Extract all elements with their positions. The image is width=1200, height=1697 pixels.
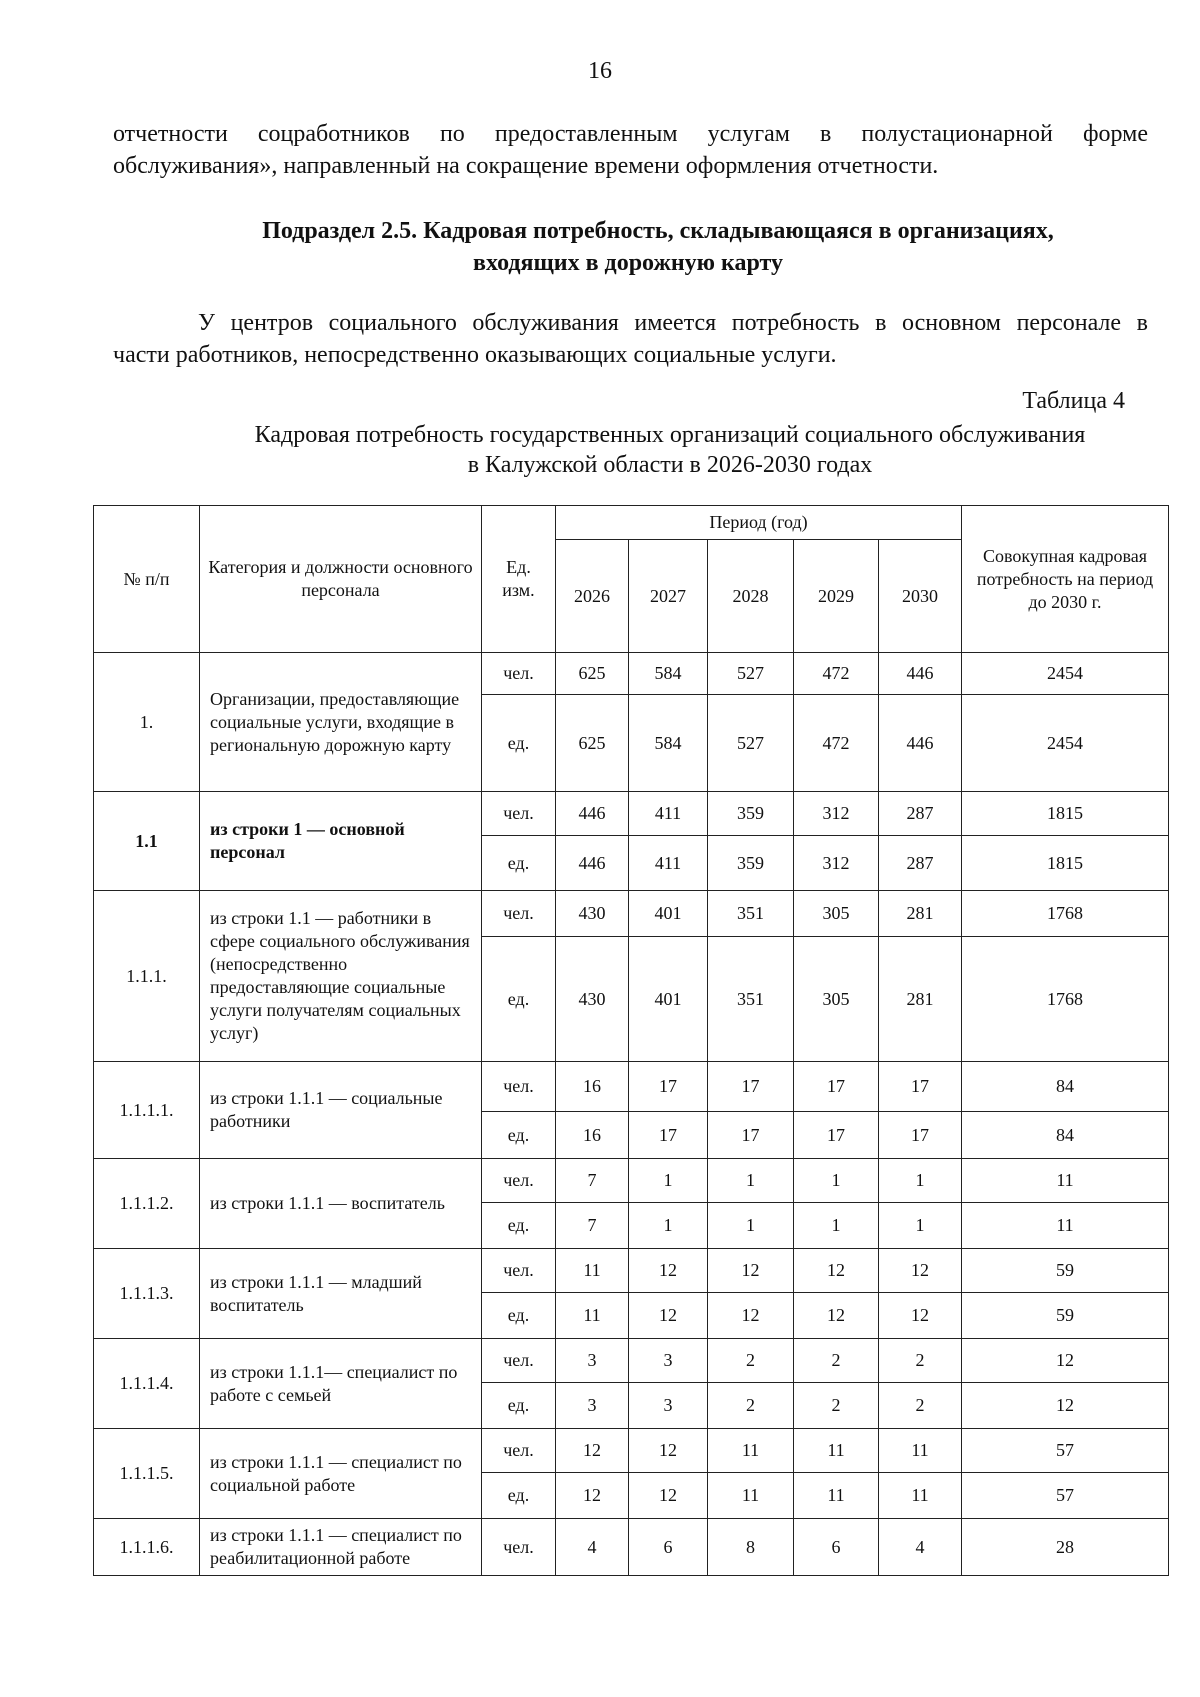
value-cell: 11 bbox=[708, 1473, 794, 1519]
value-cell: 1 bbox=[879, 1159, 962, 1203]
value-cell: 7 bbox=[556, 1159, 629, 1203]
header-year: 2030 bbox=[879, 540, 962, 653]
unit-cell: ед. bbox=[482, 1473, 556, 1519]
value-cell: 12 bbox=[879, 1293, 962, 1339]
unit-cell: ед. bbox=[482, 1112, 556, 1159]
header-total: Совокупная кадровая потребность на период до 2030 г. bbox=[962, 506, 1169, 653]
header-year: 2029 bbox=[794, 540, 879, 653]
value-cell: 12 bbox=[629, 1429, 708, 1473]
row-category: из строки 1.1 — работники в сфере социального обслуживания (непосредственно предоставляющие социальные услуги получателям социальных услуг) bbox=[200, 891, 482, 1062]
row-category: из строки 1.1.1 — воспитатель bbox=[200, 1159, 482, 1249]
value-cell: 472 bbox=[794, 695, 879, 792]
unit-cell: чел. bbox=[482, 1519, 556, 1576]
value-cell: 584 bbox=[629, 695, 708, 792]
unit-cell: ед. bbox=[482, 1293, 556, 1339]
value-cell: 281 bbox=[879, 891, 962, 937]
row-number: 1.1.1.6. bbox=[94, 1519, 200, 1576]
value-cell: 472 bbox=[794, 653, 879, 695]
total-cell: 2454 bbox=[962, 695, 1169, 792]
value-cell: 2 bbox=[879, 1339, 962, 1383]
value-cell: 16 bbox=[556, 1112, 629, 1159]
intro-paragraph bbox=[113, 118, 1148, 182]
value-cell: 17 bbox=[794, 1112, 879, 1159]
value-cell: 1 bbox=[879, 1203, 962, 1249]
row-number: 1.1.1.3. bbox=[94, 1249, 200, 1339]
value-cell: 12 bbox=[794, 1293, 879, 1339]
total-cell: 28 bbox=[962, 1519, 1169, 1576]
value-cell: 17 bbox=[629, 1062, 708, 1112]
value-cell: 3 bbox=[556, 1339, 629, 1383]
value-cell: 12 bbox=[556, 1473, 629, 1519]
row-category: из строки 1 — основной персонал bbox=[200, 792, 482, 891]
row-category: Организации, предоставляющие социальные услуги, входящие в региональную дорожную карту bbox=[200, 653, 482, 792]
section-heading bbox=[113, 215, 1143, 279]
value-cell: 446 bbox=[879, 653, 962, 695]
value-cell: 11 bbox=[556, 1293, 629, 1339]
total-cell: 1815 bbox=[962, 836, 1169, 891]
unit-cell: чел. bbox=[482, 653, 556, 695]
staffing-paragraph bbox=[113, 307, 1148, 371]
total-cell: 57 bbox=[962, 1429, 1169, 1473]
value-cell: 11 bbox=[556, 1249, 629, 1293]
value-cell: 2 bbox=[708, 1339, 794, 1383]
unit-cell: чел. bbox=[482, 1339, 556, 1383]
value-cell: 12 bbox=[708, 1293, 794, 1339]
value-cell: 359 bbox=[708, 792, 794, 836]
value-cell: 411 bbox=[629, 792, 708, 836]
value-cell: 17 bbox=[879, 1062, 962, 1112]
heading-line: Подраздел 2.5. Кадровая потребность, складывающаяся в организациях, bbox=[262, 218, 1054, 244]
unit-cell: чел. bbox=[482, 1429, 556, 1473]
page-number: 16 bbox=[588, 58, 612, 84]
row-category: из строки 1.1.1 — специалист по реабилитационной работе bbox=[200, 1519, 482, 1576]
value-cell: 2 bbox=[794, 1383, 879, 1429]
row-number: 1.1.1.2. bbox=[94, 1159, 200, 1249]
row-category: из строки 1.1.1— специалист по работе с семьей bbox=[200, 1339, 482, 1429]
value-cell: 1 bbox=[794, 1159, 879, 1203]
value-cell: 1 bbox=[708, 1203, 794, 1249]
value-cell: 17 bbox=[708, 1112, 794, 1159]
staffing-table bbox=[93, 505, 1169, 1576]
value-cell: 411 bbox=[629, 836, 708, 891]
row-category: из строки 1.1.1 — специалист по социальной работе bbox=[200, 1429, 482, 1519]
header-year: 2026 bbox=[556, 540, 629, 653]
table-number: Таблица 4 bbox=[1022, 388, 1125, 414]
unit-cell: ед. bbox=[482, 1383, 556, 1429]
value-cell: 527 bbox=[708, 695, 794, 792]
table-title-line: Кадровая потребность государственных организаций социального обслуживания bbox=[254, 422, 1086, 448]
row-number: 1.1.1.4. bbox=[94, 1339, 200, 1429]
value-cell: 16 bbox=[556, 1062, 629, 1112]
value-cell: 17 bbox=[879, 1112, 962, 1159]
value-cell: 11 bbox=[879, 1429, 962, 1473]
value-cell: 430 bbox=[556, 891, 629, 937]
value-cell: 305 bbox=[794, 937, 879, 1062]
total-cell: 59 bbox=[962, 1293, 1169, 1339]
row-number: 1.1.1.1. bbox=[94, 1062, 200, 1159]
row-number: 1. bbox=[94, 653, 200, 792]
paragraph-line: отчетности соцработников по предоставленным услугам в полустационарной форме bbox=[113, 121, 1148, 147]
value-cell: 11 bbox=[708, 1429, 794, 1473]
total-cell: 1768 bbox=[962, 891, 1169, 937]
value-cell: 351 bbox=[708, 891, 794, 937]
table-title bbox=[200, 420, 1140, 480]
value-cell: 351 bbox=[708, 937, 794, 1062]
value-cell: 2 bbox=[794, 1339, 879, 1383]
unit-cell: чел. bbox=[482, 1159, 556, 1203]
value-cell: 12 bbox=[708, 1249, 794, 1293]
unit-cell: чел. bbox=[482, 891, 556, 937]
total-cell: 11 bbox=[962, 1159, 1169, 1203]
value-cell: 17 bbox=[629, 1112, 708, 1159]
header-period: Период (год) bbox=[556, 506, 962, 540]
value-cell: 625 bbox=[556, 695, 629, 792]
value-cell: 287 bbox=[879, 792, 962, 836]
value-cell: 12 bbox=[629, 1249, 708, 1293]
paragraph-line: У центров социального обслуживания имеется потребность в основном персонале в bbox=[198, 310, 1148, 336]
total-cell: 57 bbox=[962, 1473, 1169, 1519]
value-cell: 4 bbox=[556, 1519, 629, 1576]
unit-cell: ед. bbox=[482, 695, 556, 792]
unit-cell: ед. bbox=[482, 836, 556, 891]
row-number: 1.1.1.5. bbox=[94, 1429, 200, 1519]
value-cell: 1 bbox=[794, 1203, 879, 1249]
value-cell: 3 bbox=[556, 1383, 629, 1429]
value-cell: 8 bbox=[708, 1519, 794, 1576]
value-cell: 12 bbox=[556, 1429, 629, 1473]
value-cell: 312 bbox=[794, 792, 879, 836]
value-cell: 12 bbox=[879, 1249, 962, 1293]
header-year: 2028 bbox=[708, 540, 794, 653]
value-cell: 1 bbox=[629, 1203, 708, 1249]
value-cell: 12 bbox=[629, 1293, 708, 1339]
header-unit: Ед. изм. bbox=[482, 506, 556, 653]
total-cell: 1815 bbox=[962, 792, 1169, 836]
total-cell: 84 bbox=[962, 1062, 1169, 1112]
table-title-line: в Калужской области в 2026-2030 годах bbox=[467, 452, 873, 478]
value-cell: 12 bbox=[629, 1473, 708, 1519]
value-cell: 287 bbox=[879, 836, 962, 891]
total-cell: 12 bbox=[962, 1383, 1169, 1429]
value-cell: 3 bbox=[629, 1339, 708, 1383]
value-cell: 584 bbox=[629, 653, 708, 695]
value-cell: 11 bbox=[794, 1473, 879, 1519]
value-cell: 430 bbox=[556, 937, 629, 1062]
total-cell: 1768 bbox=[962, 937, 1169, 1062]
value-cell: 359 bbox=[708, 836, 794, 891]
value-cell: 1 bbox=[629, 1159, 708, 1203]
value-cell: 11 bbox=[879, 1473, 962, 1519]
value-cell: 2 bbox=[879, 1383, 962, 1429]
value-cell: 305 bbox=[794, 891, 879, 937]
value-cell: 1 bbox=[708, 1159, 794, 1203]
paragraph-line: обслуживания», направленный на сокращение времени оформления отчетности. bbox=[113, 153, 939, 179]
total-cell: 2454 bbox=[962, 653, 1169, 695]
total-cell: 84 bbox=[962, 1112, 1169, 1159]
value-cell: 17 bbox=[794, 1062, 879, 1112]
value-cell: 6 bbox=[629, 1519, 708, 1576]
header-num: № п/п bbox=[94, 506, 200, 653]
value-cell: 527 bbox=[708, 653, 794, 695]
value-cell: 446 bbox=[879, 695, 962, 792]
value-cell: 3 bbox=[629, 1383, 708, 1429]
header-year: 2027 bbox=[629, 540, 708, 653]
total-cell: 12 bbox=[962, 1339, 1169, 1383]
row-number: 1.1 bbox=[94, 792, 200, 891]
row-category: из строки 1.1.1 — социальные работники bbox=[200, 1062, 482, 1159]
value-cell: 17 bbox=[708, 1062, 794, 1112]
value-cell: 12 bbox=[794, 1249, 879, 1293]
unit-cell: ед. bbox=[482, 1203, 556, 1249]
unit-cell: чел. bbox=[482, 792, 556, 836]
value-cell: 6 bbox=[794, 1519, 879, 1576]
value-cell: 312 bbox=[794, 836, 879, 891]
value-cell: 11 bbox=[794, 1429, 879, 1473]
value-cell: 446 bbox=[556, 836, 629, 891]
header-category: Категория и должности основного персонала bbox=[200, 506, 482, 653]
value-cell: 281 bbox=[879, 937, 962, 1062]
unit-cell: ед. bbox=[482, 937, 556, 1062]
value-cell: 401 bbox=[629, 937, 708, 1062]
value-cell: 4 bbox=[879, 1519, 962, 1576]
value-cell: 7 bbox=[556, 1203, 629, 1249]
row-category: из строки 1.1.1 — младший воспитатель bbox=[200, 1249, 482, 1339]
unit-cell: чел. bbox=[482, 1249, 556, 1293]
row-number: 1.1.1. bbox=[94, 891, 200, 1062]
total-cell: 11 bbox=[962, 1203, 1169, 1249]
value-cell: 446 bbox=[556, 792, 629, 836]
value-cell: 401 bbox=[629, 891, 708, 937]
heading-line: входящих в дорожную карту bbox=[473, 250, 783, 276]
value-cell: 2 bbox=[708, 1383, 794, 1429]
unit-cell: чел. bbox=[482, 1062, 556, 1112]
paragraph-line: части работников, непосредственно оказывающих социальные услуги. bbox=[113, 342, 837, 368]
value-cell: 625 bbox=[556, 653, 629, 695]
total-cell: 59 bbox=[962, 1249, 1169, 1293]
